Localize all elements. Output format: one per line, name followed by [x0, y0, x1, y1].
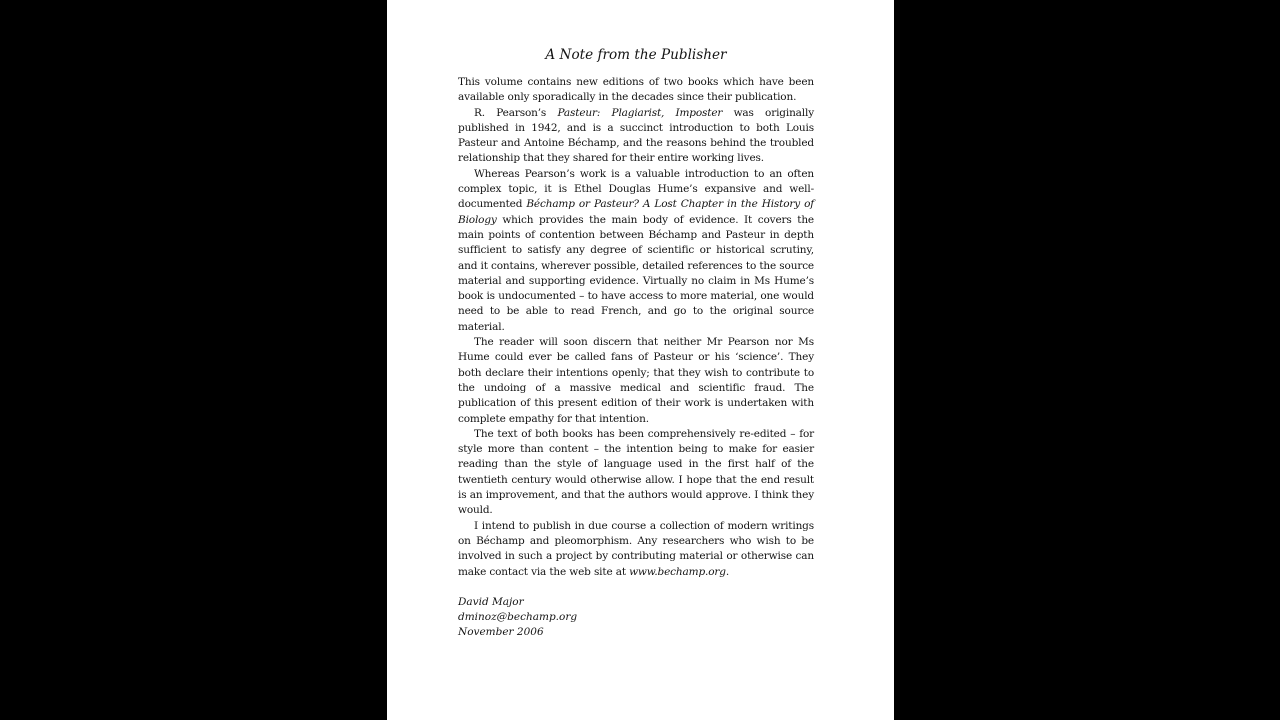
- signature-date: November 2006: [458, 626, 544, 639]
- text: was originally published in 1942, and is a succinct introduction to both Louis Pasteur and Antoine Béchamp, and the reasons behind the troubled relationship that they shared for their entire working lives.: [458, 106, 814, 165]
- signature-email[interactable]: dminoz@bechamp.org: [458, 611, 578, 624]
- text: I intend to publish in due course a collection of modern writings on Béchamp and pleomorphism. Any researchers who wish to be involved in such a project by contributing material or otherwise can make contact via the web site at: [458, 519, 814, 578]
- text: R. Pearson’s: [474, 106, 558, 119]
- document-page: [387, 0, 894, 720]
- book-title-hume: Béchamp or Pasteur? A Lost Chapter in the History of Biology: [458, 198, 815, 226]
- paragraph-hume: [458, 167, 814, 335]
- paragraph-intro: This volume contains new editions of two books which have been available only sporadically in the decades since their publication.: [458, 76, 814, 104]
- signature-name: David Major: [458, 595, 524, 608]
- book-title-pearson: Pasteur: Plagiarist, Imposter: [557, 106, 723, 119]
- text: Whereas Pearson’s work is a valuable introduction to an often complex topic, it is Ethel Douglas Hume’s expansive and well-documented: [458, 167, 814, 211]
- paragraph-pearson: [458, 106, 814, 167]
- paragraph-intentions: The reader will soon discern that neither Mr Pearson nor Ms Hume could ever be called fans of Pasteur or his ‘science’. They both declare their intentions openly; that they wish to contribute to the undoing of a massive medical and scientific fraud. The publication of this present edition of their work is undertaken with complete empathy for that intention.: [458, 336, 814, 425]
- text: .: [725, 565, 730, 578]
- text: which provides the main body of evidence. It covers the main points of contention between Béchamp and Pasteur in depth sufficient to satisfy any degree of scientific or historical scrutiny, and it contains, wherever possible, detailed references to the source material and supporting evidence. Virtually no claim in Ms Hume’s book is undocumented – to have access to more material, one would need to be able to read French, and go to the original source material.: [458, 213, 814, 333]
- paragraph-future: [458, 519, 814, 580]
- signature-block: [458, 595, 814, 641]
- paragraph-editing: The text of both books has been comprehensively re-edited – for style more than content – the intention being to make for easier reading than the style of language used in the first half of the twentieth century would otherwise allow. I hope that the end result is an improvement, and that the authors would approve. I think they would.: [458, 427, 814, 517]
- website-link[interactable]: www.bechamp.org: [629, 565, 726, 578]
- page-title: A Note from the Publisher: [545, 47, 727, 63]
